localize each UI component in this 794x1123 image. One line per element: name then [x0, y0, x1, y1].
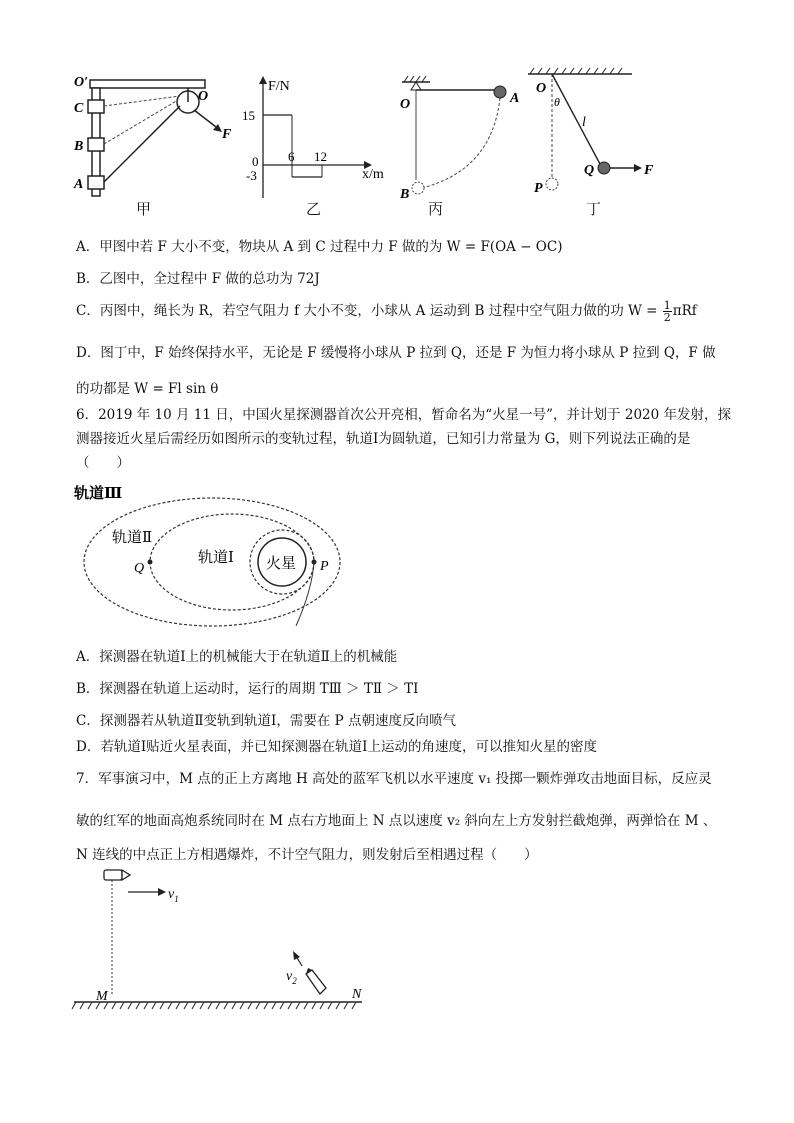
yi-label-0: 0 [252, 154, 259, 169]
q5-option-c-post: πRf [672, 303, 697, 319]
yi-label-xaxis: x/m [362, 167, 384, 182]
figure-jia [70, 70, 240, 210]
caption-jia: 甲 [136, 200, 152, 218]
q5-option-b: B．乙图中，全过程中 F 做的总功为 72J [76, 271, 320, 287]
orbit-label-p: P [320, 559, 329, 574]
yi-label-neg3: -3 [246, 168, 257, 183]
ding-label-l: l [582, 115, 586, 130]
jia-label-o: O [198, 89, 209, 104]
q7-stem-line3: N 连线的中点正上方相遇爆炸，不计空气阻力，则发射后至相遇过程（ ） [76, 847, 538, 863]
ding-label-p: P [534, 181, 543, 196]
yi-label-15: 15 [242, 108, 255, 123]
orbit-label-2: 轨道Ⅱ [112, 530, 153, 546]
q6-option-a: A．探测器在轨道Ⅰ上的机械能大于在轨道Ⅱ上的机械能 [76, 649, 398, 665]
q6-stem-line2: 测器接近火星后需经历如图所示的变轨过程，轨道Ⅰ为圆轨道，已知引力常量为 G，则下列说法正确的是 [76, 431, 691, 447]
battle-label-n: N [352, 987, 362, 1002]
battle-label-m: M [96, 989, 108, 1004]
q6-option-b: B．探测器在轨道上运动时，运行的周期 TⅢ ＞ TⅡ ＞ TⅠ [76, 681, 419, 697]
yi-label-6: 6 [288, 149, 295, 164]
q5-option-a: A．甲图中若 F 大小不变，物块从 A 到 C 过程中力 F 做的为 W = F(OA − OC) [76, 239, 563, 255]
caption-ding: 丁 [586, 200, 602, 218]
jia-label-f: F [222, 127, 232, 142]
ding-label-theta: θ [554, 95, 560, 109]
fraction-denominator: 2 [663, 311, 671, 324]
yi-label-12: 12 [314, 149, 327, 164]
q5-option-d-line1: D．图丁中，F 始终保持水平，无论是 F 缓慢将小球从 P 拉到 Q，还是 F 为恒力将小球从 P 拉到 Q，F 做 [76, 345, 716, 361]
yi-label-yaxis: F/N [268, 79, 290, 94]
fraction-numerator: 1 [663, 299, 671, 312]
jia-label-b: B [74, 139, 84, 154]
ding-label-o: O [536, 81, 547, 96]
orbit-label-3: 轨道Ⅲ [74, 486, 123, 502]
q6-stem-line1: 6．2019 年 10 月 11 日，中国火星探测器首次公开亮相，暂命名为“火星一号”，并计划于 2020 年发射，探 [76, 407, 731, 423]
ding-label-f: F [644, 163, 654, 178]
ding-label-q: Q [584, 163, 595, 178]
jia-label-oprime: O′ [74, 75, 89, 90]
bing-label-b: B [400, 187, 410, 202]
q5-option-d-line2: 的功都是 W = Fl sin θ [76, 381, 219, 397]
q7-stem-line1: 7．军事演习中，M 点的正上方离地 H 高处的蓝军飞机以水平速度 v₁ 投掷一颗炸弹攻击地面目标，反应灵 [76, 771, 712, 787]
q5-option-c-pre: C．丙图中，绳长为 R，若空气阻力 f 大小不变，小球从 A 运动到 B 过程中空气阻力做的功 W = [76, 303, 658, 319]
jia-label-a: A [74, 177, 84, 192]
q6-stem-line3: （ ） [76, 455, 130, 471]
caption-bing: 丙 [428, 200, 444, 218]
bing-label-o: O [400, 97, 411, 112]
caption-yi: 乙 [306, 200, 322, 218]
figure-battle [70, 862, 380, 1014]
bing-label-a: A [510, 91, 520, 106]
figure-bing [392, 70, 527, 210]
orbit-label-mars: 火星 [266, 556, 297, 572]
q5-option-c-fraction [663, 300, 672, 323]
figure-yi [228, 70, 398, 210]
q6-option-d: D．若轨道Ⅰ贴近火星表面，并已知探测器在轨道Ⅰ上运动的角速度，可以推知火星的密度 [76, 739, 597, 755]
battle-label-v2: $v_2$ [286, 969, 297, 986]
q6-option-c: C．探测器若从轨道Ⅱ变轨到轨道Ⅰ，需要在 P 点朝速度反向喷气 [76, 713, 457, 729]
figure-ding [522, 66, 672, 206]
shell-icon [306, 968, 326, 994]
orbit-label-q: Q [134, 561, 145, 576]
orbit-label-1: 轨道Ⅰ [198, 550, 234, 566]
plane-icon [104, 870, 130, 880]
battle-label-v1: $v_1$ [168, 887, 179, 904]
q5-option-c [76, 298, 697, 324]
jia-label-c: C [74, 101, 84, 116]
q7-stem-line2: 敏的红军的地面高炮系统同时在 M 点右方地面上 N 点以速度 v₂ 斜向左上方发射拦截炮弹，两弹恰在 M 、 [76, 813, 717, 829]
figure-orbits [70, 480, 350, 630]
